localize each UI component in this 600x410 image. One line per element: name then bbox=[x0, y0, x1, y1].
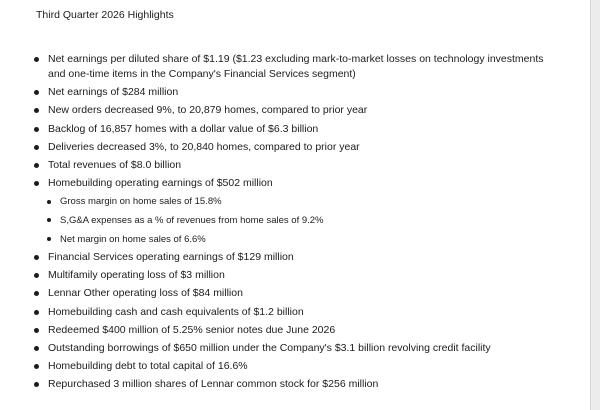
list-item-text: Lennar Other operating loss of $84 million bbox=[48, 287, 243, 300]
sub-list-item bbox=[0, 232, 591, 247]
bullet-icon bbox=[34, 108, 39, 113]
list-item-text: Repurchased 3 million shares of Lennar common stock for $256 million bbox=[48, 378, 379, 391]
bullet-icon bbox=[34, 310, 39, 315]
list-item-text: Total revenues of $8.0 billion bbox=[48, 158, 182, 171]
list-item-text: Homebuilding cash and cash equivalents of $1.2 billion bbox=[48, 305, 304, 318]
list-item bbox=[0, 359, 591, 374]
bullet-icon bbox=[34, 145, 39, 150]
highlights-list bbox=[0, 52, 591, 396]
list-item bbox=[0, 341, 591, 356]
list-item-text: Redeemed $400 million of 5.25% senior notes due June 2026 bbox=[48, 323, 336, 336]
list-item bbox=[0, 176, 591, 191]
list-item-text: Deliveries decreased 3%, to 20,840 homes, compared to prior year bbox=[48, 140, 360, 153]
bullet-icon bbox=[34, 57, 39, 62]
bullet-icon bbox=[34, 181, 39, 186]
list-item-text: Homebuilding debt to total capital of 16.6% bbox=[48, 360, 248, 373]
list-item-text: Financial Services operating earnings of $129 million bbox=[48, 251, 294, 264]
list-item-text: S,G&A expenses as a % of revenues from home sales of 9.2% bbox=[60, 214, 324, 226]
bullet-icon bbox=[34, 273, 39, 278]
list-item bbox=[0, 305, 591, 320]
bullet-icon bbox=[34, 127, 39, 132]
list-item-text: Net earnings of $284 million bbox=[48, 86, 179, 99]
bullet-icon bbox=[47, 200, 51, 204]
bullet-icon bbox=[34, 382, 39, 387]
bullet-icon bbox=[34, 163, 39, 168]
list-item bbox=[0, 122, 591, 137]
sub-list-item bbox=[0, 194, 591, 209]
list-item bbox=[0, 286, 591, 301]
bullet-icon bbox=[34, 291, 39, 296]
list-item bbox=[0, 52, 591, 82]
list-item bbox=[0, 323, 591, 338]
list-item bbox=[0, 377, 591, 392]
list-item bbox=[0, 158, 591, 173]
list-item-text: New orders decreased 9%, to 20,879 homes, compared to prior year bbox=[48, 104, 368, 117]
bullet-icon bbox=[34, 328, 39, 333]
list-item bbox=[0, 250, 591, 265]
section-title: Third Quarter 2026 Highlights bbox=[36, 9, 174, 21]
bullet-icon bbox=[34, 346, 39, 351]
list-item-text: Backlog of 16,857 homes with a dollar value of $6.3 billion bbox=[48, 122, 319, 135]
list-item-text: Gross margin on home sales of 15.8% bbox=[60, 196, 222, 208]
list-item bbox=[0, 268, 591, 283]
list-item bbox=[0, 85, 591, 100]
bullet-icon bbox=[34, 364, 39, 369]
bullet-icon bbox=[34, 255, 39, 260]
bullet-icon bbox=[47, 237, 51, 241]
bullet-icon bbox=[47, 218, 51, 222]
sub-list-item bbox=[0, 213, 591, 228]
list-item-text: Net margin on home sales of 6.6% bbox=[60, 233, 206, 245]
list-item-text: Net earnings per diluted share of $1.19 ($1.23 excluding mark-to-market losses on technology investments and one-time items in the Company's Financial Services segment) bbox=[48, 53, 544, 80]
list-item-text: Outstanding borrowings of $650 million under the Company's $3.1 billion revolving credit facility bbox=[48, 342, 491, 355]
list-item bbox=[0, 140, 591, 155]
window-edge bbox=[591, 0, 600, 410]
bullet-icon bbox=[34, 90, 39, 95]
list-item bbox=[0, 103, 591, 118]
list-item-text: Homebuilding operating earnings of $502 million bbox=[48, 177, 273, 190]
list-item-text: Multifamily operating loss of $3 million bbox=[48, 269, 225, 282]
